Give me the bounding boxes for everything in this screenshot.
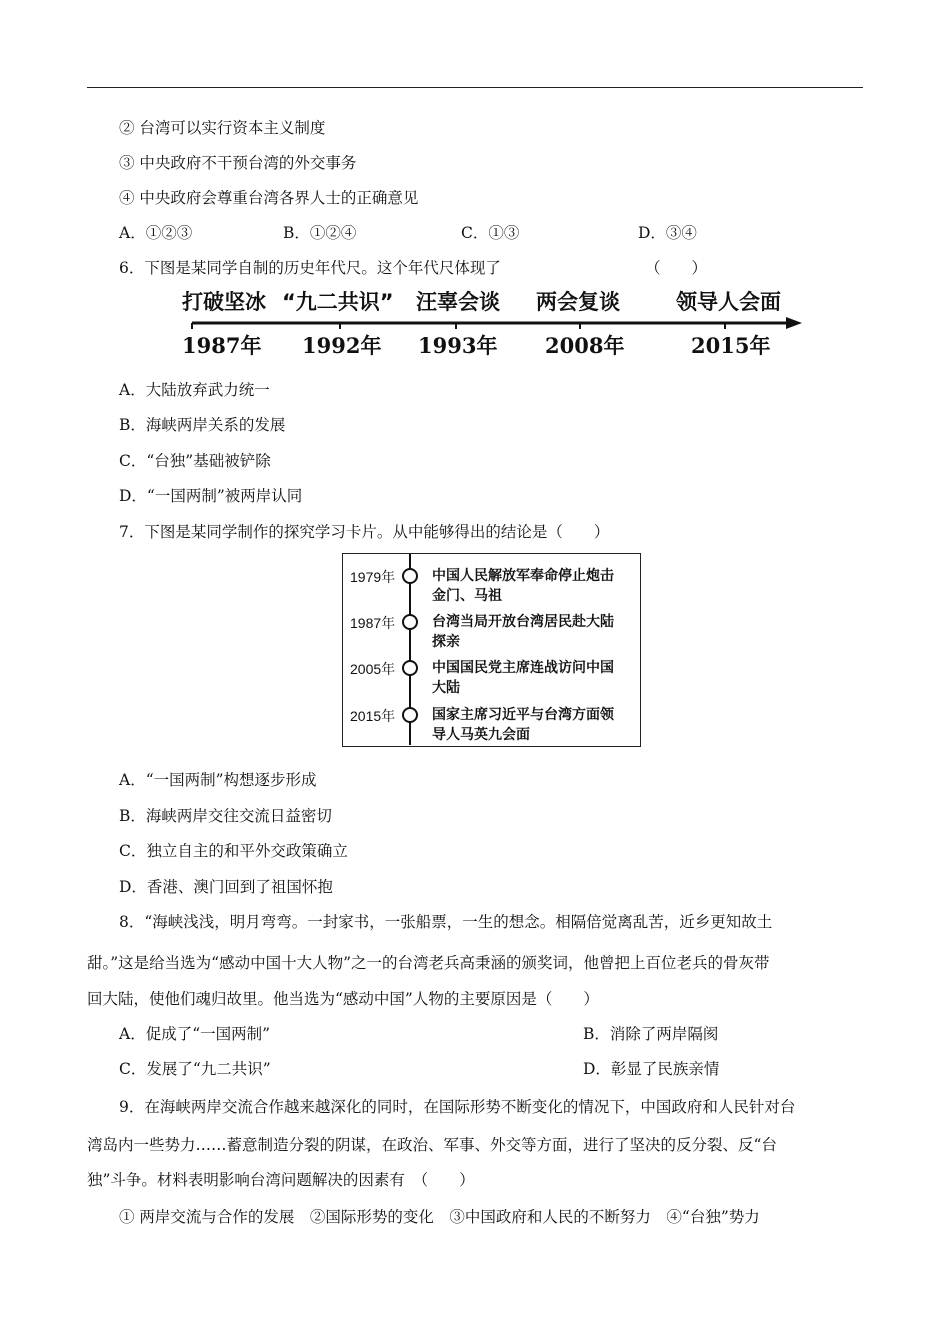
ruler-event-1: 打破坚冰 xyxy=(182,290,266,314)
q8-option-d[interactable]: D．彰显了民族亲情 xyxy=(583,1060,720,1078)
ruler-year-4: 2008年 xyxy=(545,333,625,358)
q5-item-4: ④ 中央政府会尊重台湾各界人士的正确意见 xyxy=(119,189,419,207)
history-timeline-ruler xyxy=(180,284,805,360)
q9-stem-line-3: 独”斗争。材料表明影响台湾问题解决的因素有 （ ） xyxy=(87,1171,475,1189)
study-card xyxy=(342,553,641,747)
ruler-year-2: 1992年 xyxy=(302,333,382,358)
q8-stem-line-3: 回大陆，使他们魂归故里。他当选为“感动中国”人物的主要原因是（ ） xyxy=(87,990,599,1008)
card-text-4: 国家主席习近平与台湾方面领 导人马英九会面 xyxy=(432,707,614,743)
card-year-1: 1979年 xyxy=(350,569,396,585)
ruler-year-5: 2015年 xyxy=(691,333,771,358)
q7-option-c[interactable]: C．独立自主的和平外交政策确立 xyxy=(119,842,348,860)
q9-stem-line-2: 湾岛内一些势力……蓄意制造分裂的阴谋，在政治、军事、外交等方面，进行了坚决的反分裂、反“台 xyxy=(87,1136,777,1154)
card-text-2: 台湾当局开放台湾居民赴大陆 探亲 xyxy=(432,614,614,650)
ruler-arrowhead xyxy=(786,317,802,329)
card-node-3 xyxy=(403,661,417,675)
q8-stem-line-2: 甜。”这是给当选为“感动中国十大人物”之一的台湾老兵高秉涵的颁奖词，他曾把上百位老兵的骨灰带 xyxy=(87,954,770,972)
q5-option-b[interactable]: B．①②④ xyxy=(283,224,357,242)
card-node-2 xyxy=(403,615,417,629)
card-node-4 xyxy=(403,708,417,722)
q7-option-b[interactable]: B．海峡两岸交往交流日益密切 xyxy=(119,807,332,825)
ruler-year-1: 1987年 xyxy=(182,333,262,358)
q6-option-b[interactable]: B．海峡两岸关系的发展 xyxy=(119,416,286,434)
card-year-3: 2005年 xyxy=(350,661,396,677)
header-rule xyxy=(87,87,863,88)
q7-option-a[interactable]: A．“一国两制”构想逐步形成 xyxy=(119,771,317,789)
q7-option-d[interactable]: D．香港、澳门回到了祖国怀抱 xyxy=(119,878,333,896)
q5-option-c[interactable]: C．①③ xyxy=(461,224,520,242)
ruler-year-3: 1993年 xyxy=(418,333,498,358)
q6-option-c[interactable]: C．“台独”基础被铲除 xyxy=(119,452,271,470)
ruler-event-4: 两会复谈 xyxy=(536,290,620,314)
q8-option-c[interactable]: C．发展了“九二共识” xyxy=(119,1060,271,1078)
q8-option-a[interactable]: A．促成了“一国两制” xyxy=(119,1025,271,1043)
ruler-event-2: “九二共识” xyxy=(282,290,394,314)
q8-stem-line-1: 8．“海峡浅浅，明月弯弯。一封家书，一张船票，一生的想念。相隔倍觉离乱苦，近乡更知故土 xyxy=(119,913,773,931)
q6-answer-paren: （ ） xyxy=(645,259,708,277)
q9-factors-line: ① 两岸交流与合作的发展 ②国际形势的变化 ③中国政府和人民的不断努力 ④“台独”势力 xyxy=(119,1208,760,1226)
q9-stem-line-1: 9．在海峡两岸交流合作越来越深化的同时，在国际形势不断变化的情况下，中国政府和人民针对台 xyxy=(119,1098,796,1116)
q5-item-3: ③ 中央政府不干预台湾的外交事务 xyxy=(119,154,357,172)
q5-option-a[interactable]: A．①②③ xyxy=(119,224,193,242)
q6-stem: 6．下图是某同学自制的历史年代尺。这个年代尺体现了 xyxy=(119,259,501,277)
card-text-1: 中国人民解放军奉命停止炮击 金门、马祖 xyxy=(432,568,614,604)
ruler-event-3: 汪辜会谈 xyxy=(416,290,500,314)
q5-option-d[interactable]: D．③④ xyxy=(638,224,697,242)
q5-item-2: ② 台湾可以实行资本主义制度 xyxy=(119,119,326,137)
ruler-event-5: 领导人会面 xyxy=(676,290,781,314)
q6-option-a[interactable]: A．大陆放弃武力统一 xyxy=(119,381,270,399)
q7-stem: 7．下图是某同学制作的探究学习卡片。从中能够得出的结论是（ ） xyxy=(119,523,610,541)
q8-option-b[interactable]: B．消除了两岸隔阂 xyxy=(583,1025,719,1043)
card-node-1 xyxy=(403,569,417,583)
card-year-4: 2015年 xyxy=(350,708,396,724)
q6-option-d[interactable]: D．“一国两制”被两岸认同 xyxy=(119,487,303,505)
card-year-2: 1987年 xyxy=(350,615,396,631)
card-text-3: 中国国民党主席连战访问中国 大陆 xyxy=(432,660,614,696)
